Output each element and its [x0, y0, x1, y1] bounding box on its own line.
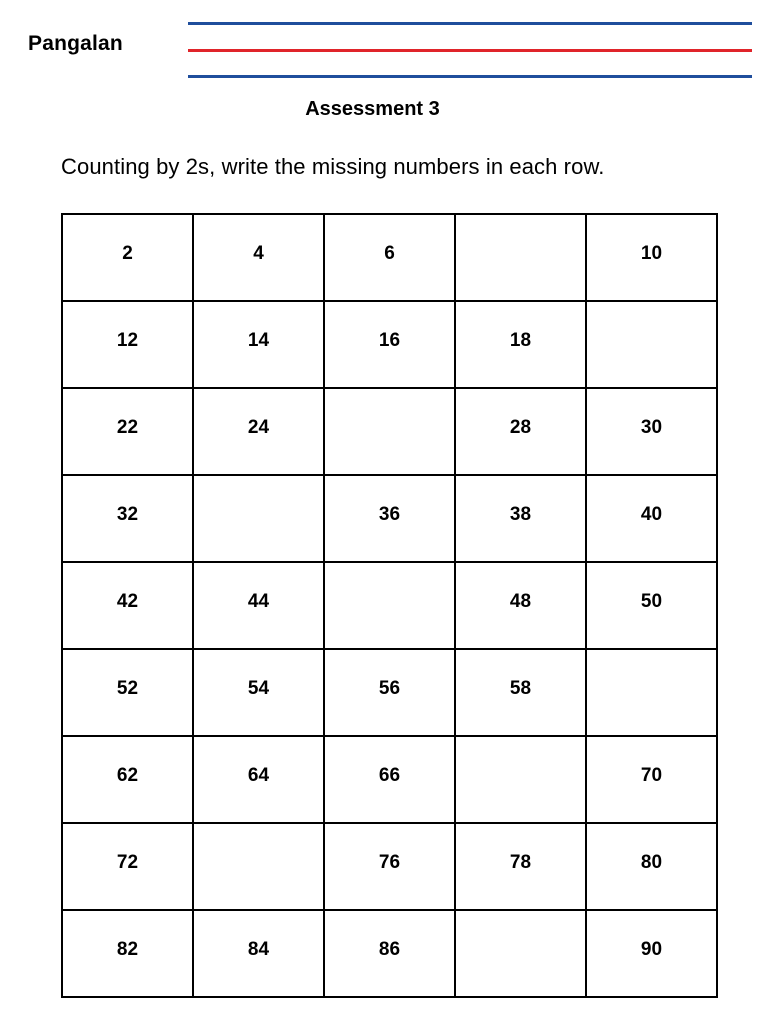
blank-answer-cell[interactable]: [586, 649, 717, 736]
name-writing-lines[interactable]: [188, 22, 752, 78]
number-cell: [62, 301, 193, 388]
number-cell: [586, 910, 717, 997]
number-value: 10: [640, 242, 663, 264]
number-value: 52: [116, 677, 139, 699]
number-value: 30: [640, 416, 663, 438]
number-value: 72: [116, 851, 139, 873]
instructions-text: Counting by 2s, write the missing numbers in each row.: [61, 154, 605, 179]
number-value: 50: [640, 590, 663, 612]
number-cell: [324, 736, 455, 823]
number-value: 22: [116, 416, 139, 438]
writing-line-bottom: [188, 75, 752, 78]
grid-row: [62, 214, 717, 301]
number-cell: [586, 736, 717, 823]
number-value: 44: [247, 590, 270, 612]
blank-answer-cell[interactable]: [455, 736, 586, 823]
number-cell: [324, 823, 455, 910]
grid-row: [62, 910, 717, 997]
number-cell: [193, 649, 324, 736]
writing-line-middle: [188, 49, 752, 52]
blank-answer-cell[interactable]: [324, 388, 455, 475]
grid-row: [62, 388, 717, 475]
number-cell: [324, 910, 455, 997]
number-value: 14: [247, 329, 270, 351]
number-cell: [586, 388, 717, 475]
number-value: 58: [509, 677, 532, 699]
number-cell: [324, 475, 455, 562]
number-cell: [62, 562, 193, 649]
number-value: 82: [116, 938, 139, 960]
number-value: 64: [247, 764, 270, 786]
number-value: 62: [116, 764, 139, 786]
number-value: 78: [509, 851, 532, 873]
number-value: 36: [378, 503, 401, 525]
number-value: 48: [509, 590, 532, 612]
number-value: 70: [640, 764, 663, 786]
number-cell: [62, 910, 193, 997]
grid-row: [62, 736, 717, 823]
number-value: 38: [509, 503, 532, 525]
number-cell: [586, 823, 717, 910]
number-cell: [324, 649, 455, 736]
number-cell: [62, 214, 193, 301]
number-value: 84: [247, 938, 270, 960]
number-value: 2: [122, 242, 133, 264]
number-value: 76: [378, 851, 401, 873]
blank-answer-cell[interactable]: [455, 910, 586, 997]
number-value: 80: [640, 851, 663, 873]
grid-row: [62, 301, 717, 388]
number-cell: [193, 910, 324, 997]
number-grid-body: [62, 214, 717, 997]
number-value: 32: [116, 503, 139, 525]
number-cell: [62, 388, 193, 475]
blank-answer-cell[interactable]: [324, 562, 455, 649]
number-grid: [61, 213, 718, 998]
grid-row: [62, 823, 717, 910]
grid-row: [62, 649, 717, 736]
number-cell: [62, 475, 193, 562]
blank-answer-cell[interactable]: [586, 301, 717, 388]
number-cell: [586, 475, 717, 562]
blank-answer-cell[interactable]: [193, 475, 324, 562]
number-value: 66: [378, 764, 401, 786]
number-value: 16: [378, 329, 401, 351]
page-title: Assessment 3: [305, 98, 440, 120]
blank-answer-cell[interactable]: [455, 214, 586, 301]
number-cell: [455, 388, 586, 475]
number-cell: [324, 301, 455, 388]
number-cell: [455, 649, 586, 736]
name-label: Pangalan: [28, 32, 123, 55]
number-cell: [455, 823, 586, 910]
blank-answer-cell[interactable]: [193, 823, 324, 910]
number-value: 54: [247, 677, 270, 699]
number-value: 24: [247, 416, 270, 438]
number-cell: [193, 214, 324, 301]
number-value: 6: [384, 242, 395, 264]
number-cell: [324, 214, 455, 301]
number-cell: [193, 388, 324, 475]
number-cell: [62, 649, 193, 736]
number-cell: [586, 562, 717, 649]
number-value: 4: [253, 242, 264, 264]
number-cell: [455, 562, 586, 649]
number-cell: [193, 562, 324, 649]
grid-row: [62, 475, 717, 562]
number-cell: [455, 475, 586, 562]
grid-row: [62, 562, 717, 649]
number-cell: [193, 301, 324, 388]
number-value: 90: [640, 938, 663, 960]
number-cell: [62, 823, 193, 910]
number-value: 42: [116, 590, 139, 612]
number-value: 56: [378, 677, 401, 699]
number-cell: [586, 214, 717, 301]
number-value: 12: [116, 329, 139, 351]
number-cell: [193, 736, 324, 823]
number-cell: [455, 301, 586, 388]
number-value: 86: [378, 938, 401, 960]
number-value: 28: [509, 416, 532, 438]
number-value: 18: [509, 329, 532, 351]
writing-line-top: [188, 22, 752, 25]
number-cell: [62, 736, 193, 823]
number-value: 40: [640, 503, 663, 525]
